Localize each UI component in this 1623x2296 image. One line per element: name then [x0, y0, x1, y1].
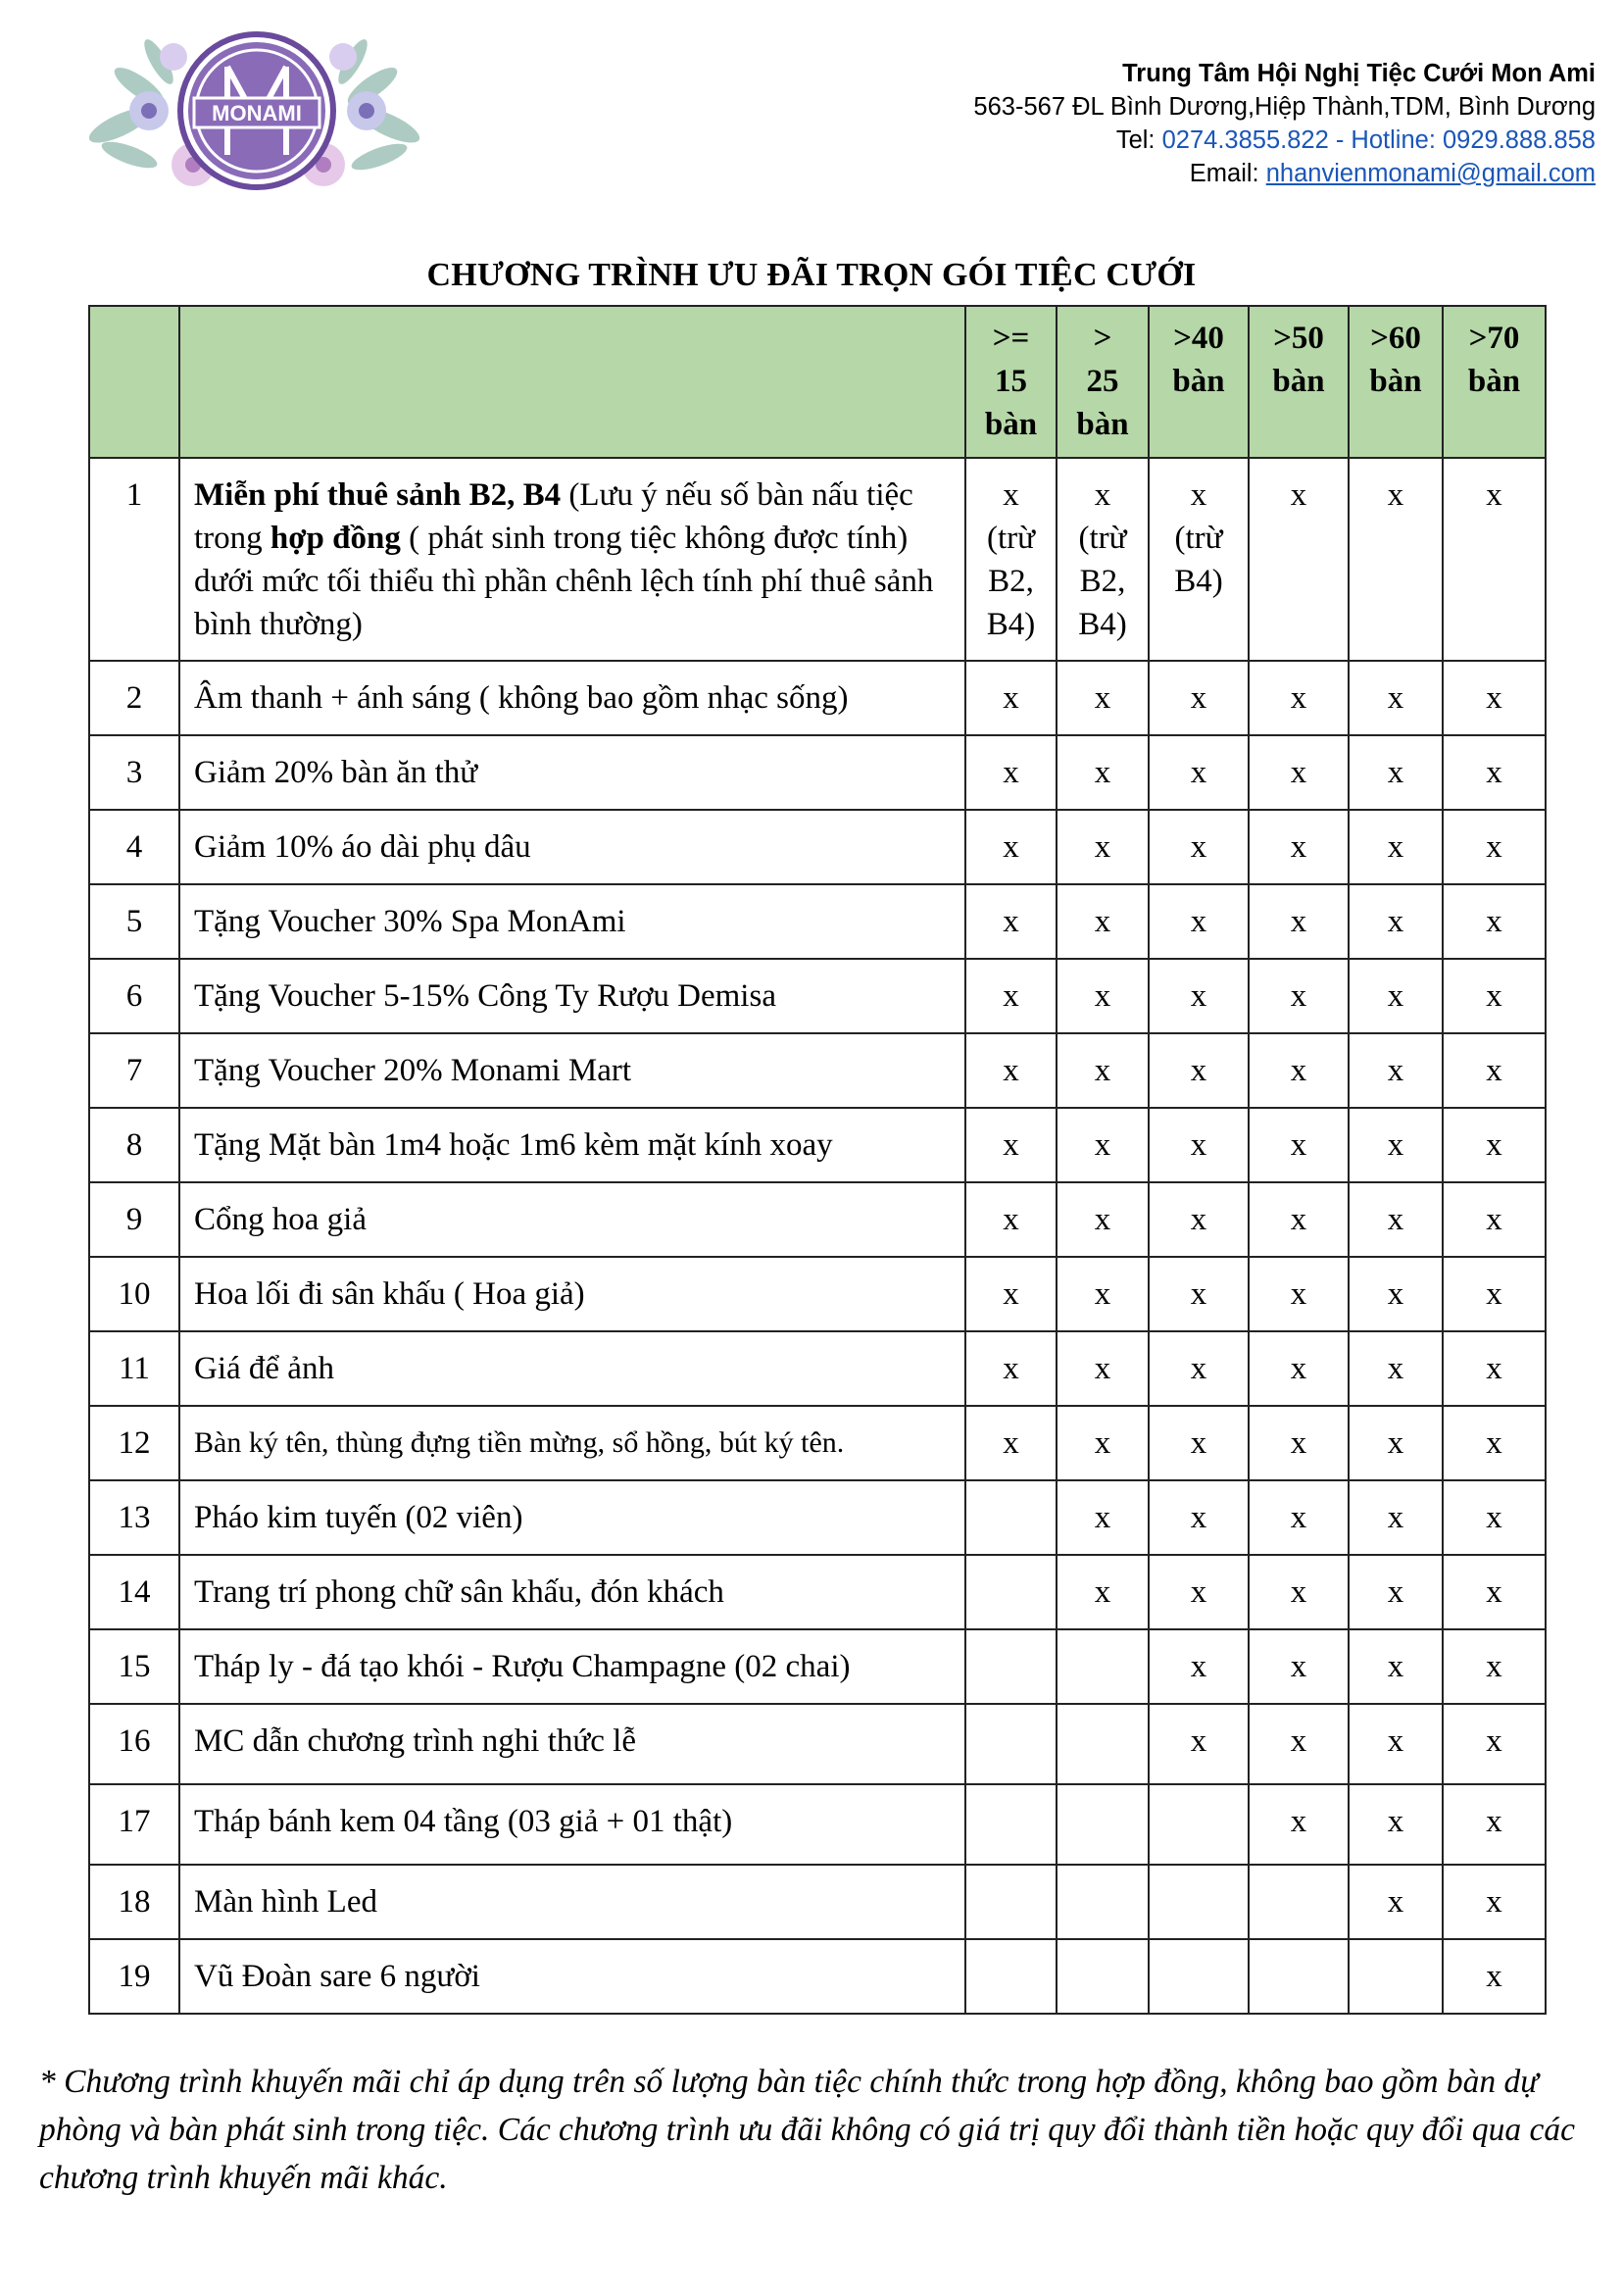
mark-cell: x — [1443, 1865, 1546, 1939]
row-description: Âm thanh + ánh sáng ( không bao gồm nhạc sống) — [179, 661, 965, 735]
mark-cell: x — [965, 959, 1057, 1033]
mark-cell — [965, 1555, 1057, 1629]
mark-cell: x — [1249, 1406, 1349, 1480]
mark-cell — [965, 1704, 1057, 1784]
row-number: 12 — [89, 1406, 179, 1480]
tel-value[interactable]: 0274.3855.822 — [1161, 126, 1329, 154]
mark-cell: x — [1057, 1331, 1149, 1406]
mark-cell: x — [1057, 1555, 1149, 1629]
row-number: 6 — [89, 959, 179, 1033]
mark-cell: x — [1349, 1182, 1443, 1257]
mark-cell: x — [1249, 1555, 1349, 1629]
mark-cell: x — [1149, 1555, 1249, 1629]
mark-cell: x — [1149, 1480, 1249, 1555]
mark-cell: x — [1149, 1108, 1249, 1182]
mark-cell: x — [1443, 884, 1546, 959]
hotline-colon: : — [1428, 126, 1436, 154]
mark-cell: x — [1443, 1480, 1546, 1555]
row-description: Vũ Đoàn sare 6 người — [179, 1939, 965, 2014]
mark-cell: x — [1349, 1704, 1443, 1784]
row-description: Giảm 20% bàn ăn thử — [179, 735, 965, 810]
mark-cell: x — [1149, 1704, 1249, 1784]
mark-cell: x — [1349, 810, 1443, 884]
address: 563-567 ĐL Bình Dương,Hiệp Thành,TDM, Bình Dương — [973, 93, 1596, 121]
row-description: Tặng Voucher 30% Spa MonAmi — [179, 884, 965, 959]
mark-cell — [1057, 1629, 1149, 1704]
mark-cell: x — [1149, 959, 1249, 1033]
mark-cell — [1249, 1939, 1349, 2014]
header-contact — [713, 57, 1596, 190]
mark-cell: x (trừ B4) — [1149, 458, 1249, 661]
mark-cell: x — [1249, 458, 1349, 661]
table-row — [89, 458, 1546, 661]
mark-cell: x — [1443, 1182, 1546, 1257]
mark-cell: x — [1149, 1629, 1249, 1704]
table-row — [89, 1480, 1546, 1555]
row-description: MC dẫn chương trình nghi thức lễ — [179, 1704, 965, 1784]
column-header: >60 bàn — [1349, 306, 1443, 458]
center-name: Trung Tâm Hội Nghị Tiệc Cưới Mon Ami — [1122, 60, 1596, 87]
mark-cell: x — [1149, 1182, 1249, 1257]
mark-cell — [1149, 1784, 1249, 1865]
mark-cell: x — [1349, 1108, 1443, 1182]
row-number: 15 — [89, 1629, 179, 1704]
desc-bold: hợp đồng — [270, 521, 401, 556]
mark-cell: x (trừ B2, B4) — [965, 458, 1057, 661]
row-description: Bàn ký tên, thùng đựng tiền mừng, sổ hồng, bút ký tên. — [179, 1406, 965, 1480]
mark-cell — [1057, 1704, 1149, 1784]
row-number: 11 — [89, 1331, 179, 1406]
mark-cell: x — [1057, 1257, 1149, 1331]
row-number: 7 — [89, 1033, 179, 1108]
column-header: >40 bàn — [1149, 306, 1249, 458]
table-row — [89, 1784, 1546, 1865]
mark-cell: x — [1249, 1480, 1349, 1555]
row-description — [179, 458, 965, 661]
header-no — [89, 306, 179, 458]
mark-cell: x — [1249, 1331, 1349, 1406]
row-number: 19 — [89, 1939, 179, 2014]
mark-cell: x — [1443, 1108, 1546, 1182]
mark-cell — [965, 1629, 1057, 1704]
row-description: Màn hình Led — [179, 1865, 965, 1939]
mark-cell: x — [1057, 1406, 1149, 1480]
mark-cell: x — [1349, 1784, 1443, 1865]
mark-cell: x — [1249, 1784, 1349, 1865]
mark-cell: x — [1249, 1033, 1349, 1108]
mark-cell: x — [1443, 735, 1546, 810]
mark-cell: x — [1349, 1406, 1443, 1480]
mark-cell: x (trừ B2, B4) — [1057, 458, 1149, 661]
row-description: Giảm 10% áo dài phụ dâu — [179, 810, 965, 884]
mark-cell: x — [1249, 884, 1349, 959]
row-description: Giá để ảnh — [179, 1331, 965, 1406]
mark-cell: x — [1057, 1108, 1149, 1182]
mark-cell: x — [1349, 1555, 1443, 1629]
email-label: Email: — [1189, 160, 1259, 187]
mark-cell: x — [965, 810, 1057, 884]
hotline-value[interactable]: 0929.888.858 — [1443, 126, 1596, 154]
mark-cell: x — [1149, 1406, 1249, 1480]
mark-cell: x — [965, 661, 1057, 735]
mark-cell: x — [1249, 1108, 1349, 1182]
mark-cell — [1349, 1939, 1443, 2014]
mark-cell — [1057, 1784, 1149, 1865]
column-header: >= 15 bàn — [965, 306, 1057, 458]
mark-cell: x — [1249, 959, 1349, 1033]
mark-cell — [1149, 1939, 1249, 2014]
mark-cell: x — [1057, 959, 1149, 1033]
mark-cell: x — [1349, 1629, 1443, 1704]
mark-cell: x — [1443, 1784, 1546, 1865]
mark-cell: x — [1249, 1182, 1349, 1257]
offers-table — [88, 305, 1547, 2015]
mark-cell: x — [1057, 735, 1149, 810]
mark-cell: x — [1149, 810, 1249, 884]
mark-cell: x — [1249, 661, 1349, 735]
mark-cell: x — [1349, 661, 1443, 735]
mark-cell: x — [965, 1331, 1057, 1406]
row-number: 10 — [89, 1257, 179, 1331]
row-number: 5 — [89, 884, 179, 959]
mark-cell: x — [1249, 810, 1349, 884]
table-row — [89, 1108, 1546, 1182]
table-row — [89, 1406, 1546, 1480]
mark-cell: x — [965, 1182, 1057, 1257]
row-number: 9 — [89, 1182, 179, 1257]
table-row — [89, 1555, 1546, 1629]
mark-cell: x — [1057, 1033, 1149, 1108]
mark-cell — [1057, 1865, 1149, 1939]
row-number: 4 — [89, 810, 179, 884]
row-number: 2 — [89, 661, 179, 735]
mark-cell: x — [1443, 1331, 1546, 1406]
email-line — [713, 157, 1596, 190]
mark-cell: x — [1443, 1033, 1546, 1108]
row-number: 3 — [89, 735, 179, 810]
column-header: >50 bàn — [1249, 306, 1349, 458]
mark-cell — [965, 1480, 1057, 1555]
mark-cell: x — [965, 884, 1057, 959]
row-number: 13 — [89, 1480, 179, 1555]
mark-cell — [1149, 1865, 1249, 1939]
mark-cell: x — [1443, 1555, 1546, 1629]
mark-cell: x — [1349, 458, 1443, 661]
mark-cell: x — [965, 1108, 1057, 1182]
row-description: Cổng hoa giả — [179, 1182, 965, 1257]
row-number: 16 — [89, 1704, 179, 1784]
row-number: 18 — [89, 1865, 179, 1939]
mark-cell: x — [1249, 1257, 1349, 1331]
mark-cell: x — [1349, 735, 1443, 810]
row-description: Hoa lối đi sân khấu ( Hoa giả) — [179, 1257, 965, 1331]
table-row — [89, 661, 1546, 735]
mark-cell — [965, 1865, 1057, 1939]
table-row — [89, 1865, 1546, 1939]
table-row — [89, 959, 1546, 1033]
page-title: CHƯƠNG TRÌNH ƯU ĐÃI TRỌN GÓI TIỆC CƯỚI — [426, 257, 1197, 293]
row-description: Tặng Voucher 5-15% Công Ty Rượu Demisa — [179, 959, 965, 1033]
mark-cell: x — [1149, 1331, 1249, 1406]
desc-bold: Miễn phí thuê sảnh B2, B4 — [194, 477, 562, 513]
mark-cell: x — [1149, 884, 1249, 959]
mark-cell: x — [1443, 810, 1546, 884]
mark-cell: x — [1149, 1257, 1249, 1331]
table-row — [89, 1182, 1546, 1257]
mark-cell: x — [1149, 1033, 1249, 1108]
table-row — [89, 735, 1546, 810]
desc-text: (Lưu ý nếu số bàn nấu tiệc trong — [194, 477, 913, 556]
table-row — [89, 884, 1546, 959]
mark-cell: x — [1443, 1704, 1546, 1784]
mark-cell: x — [1349, 1033, 1443, 1108]
email-link[interactable]: nhanvienmonami@gmail.com — [1265, 160, 1596, 187]
row-description: Trang trí phong chữ sân khấu, đón khách — [179, 1555, 965, 1629]
row-number: 14 — [89, 1555, 179, 1629]
phone-line — [713, 124, 1596, 157]
tel-label: Tel: — [1115, 126, 1156, 154]
column-header: > 25 bàn — [1057, 306, 1149, 458]
mark-cell — [1249, 1865, 1349, 1939]
desc-text: ( phát sinh trong tiệc không được tính) dưới mức tối thiểu thì phần chênh lệch tính phí thuê sảnh bình thường) — [194, 521, 934, 642]
mark-cell: x — [1057, 1182, 1149, 1257]
row-description: Pháo kim tuyến (02 viên) — [179, 1480, 965, 1555]
row-description: Tháp ly - đá tạo khói - Rượu Champagne (02 chai) — [179, 1629, 965, 1704]
mark-cell: x — [1349, 884, 1443, 959]
mark-cell: x — [1249, 1629, 1349, 1704]
mark-cell: x — [1349, 1257, 1443, 1331]
mark-cell: x — [1349, 1331, 1443, 1406]
row-description: Tặng Voucher 20% Monami Mart — [179, 1033, 965, 1108]
row-number: 1 — [89, 458, 179, 661]
row-description: Tháp bánh kem 04 tầng (03 giả + 01 thật) — [179, 1784, 965, 1865]
mark-cell: x — [1443, 1257, 1546, 1331]
mark-cell: x — [965, 1257, 1057, 1331]
mark-cell: x — [1349, 1865, 1443, 1939]
table-header-row — [89, 306, 1546, 458]
table-row — [89, 1939, 1546, 2014]
mark-cell: x — [1057, 884, 1149, 959]
hotline-label: - Hotline — [1335, 126, 1429, 154]
table-row — [89, 1629, 1546, 1704]
table-row — [89, 1331, 1546, 1406]
mark-cell — [965, 1784, 1057, 1865]
mark-cell: x — [1149, 735, 1249, 810]
logo-text: MONAMI — [212, 101, 302, 125]
mark-cell: x — [1443, 1629, 1546, 1704]
table-row — [89, 1033, 1546, 1108]
mark-cell: x — [1349, 959, 1443, 1033]
mark-cell — [965, 1939, 1057, 2014]
mark-cell: x — [965, 735, 1057, 810]
mark-cell: x — [1057, 810, 1149, 884]
table-row — [89, 1704, 1546, 1784]
mark-cell: x — [1443, 458, 1546, 661]
mark-cell: x — [965, 1033, 1057, 1108]
mark-cell: x — [1443, 661, 1546, 735]
column-header: >70 bàn — [1443, 306, 1546, 458]
mark-cell: x — [1057, 661, 1149, 735]
table-row — [89, 1257, 1546, 1331]
monami-logo — [80, 27, 433, 194]
table-row — [89, 810, 1546, 884]
mark-cell: x — [1057, 1480, 1149, 1555]
row-description: Tặng Mặt bàn 1m4 hoặc 1m6 kèm mặt kính xoay — [179, 1108, 965, 1182]
mark-cell: x — [1443, 959, 1546, 1033]
mark-cell: x — [1443, 1939, 1546, 2014]
row-number: 17 — [89, 1784, 179, 1865]
mark-cell: x — [1149, 661, 1249, 735]
mark-cell — [1057, 1939, 1149, 2014]
mark-cell: x — [1443, 1406, 1546, 1480]
row-number: 8 — [89, 1108, 179, 1182]
mark-cell: x — [1249, 735, 1349, 810]
footnote: * Chương trình khuyến mãi chỉ áp dụng trên số lượng bàn tiệc chính thức trong hợp đồng, không bao gồm bàn dự phòng và bàn phát sinh trong tiệc. Các chương trình ưu đãi không có giá trị quy đổi thành tiền hoặc quy đổi qua các chương trình khuyến mãi khác. — [39, 2064, 1576, 2196]
mark-cell: x — [1249, 1704, 1349, 1784]
mark-cell: x — [965, 1406, 1057, 1480]
header-desc — [179, 306, 965, 458]
mark-cell: x — [1349, 1480, 1443, 1555]
